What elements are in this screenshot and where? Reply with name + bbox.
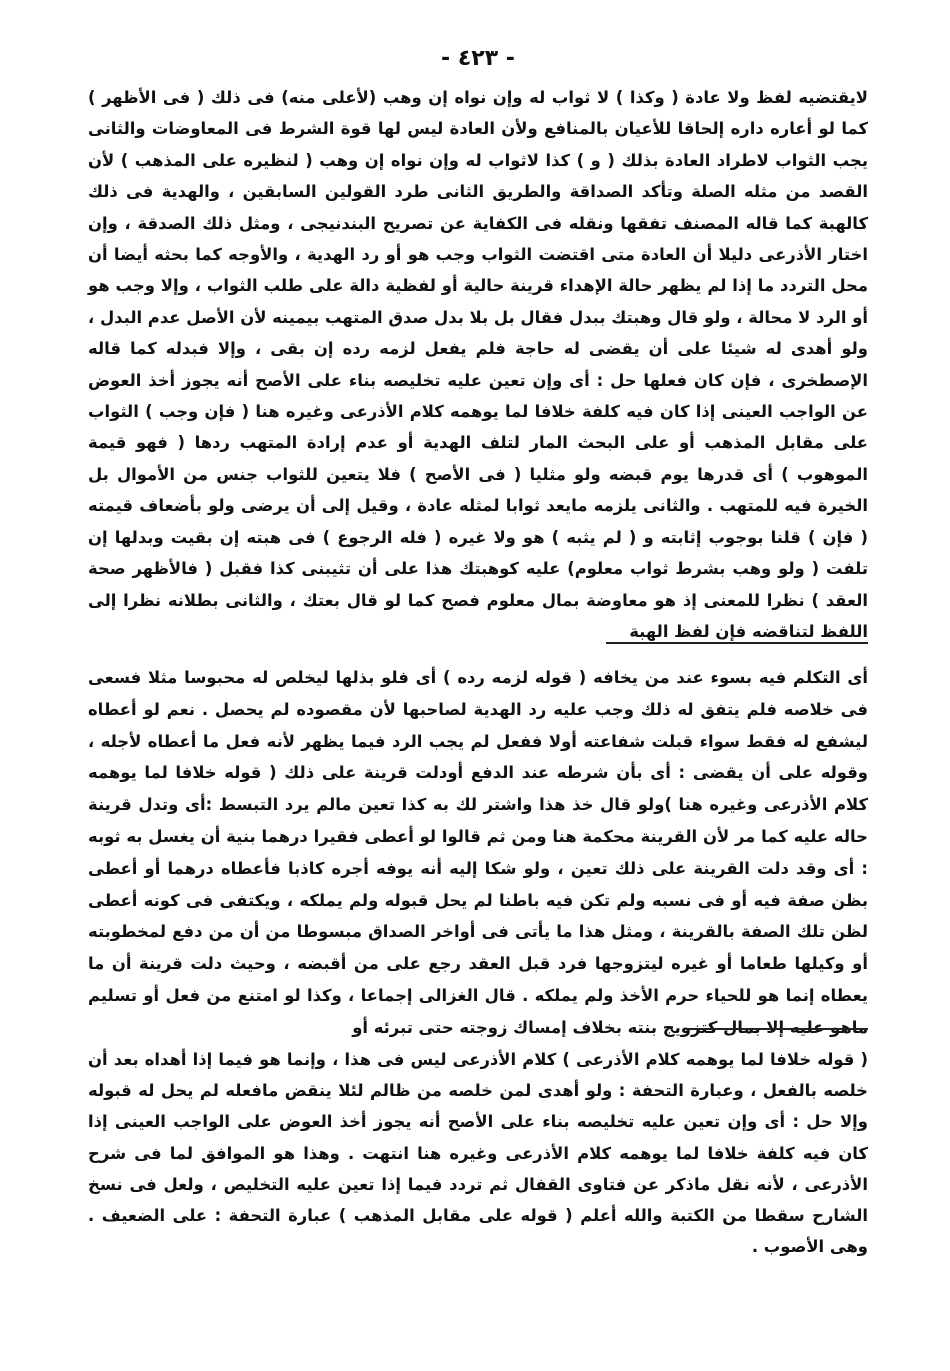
page-number: - ٤٢٣ - xyxy=(441,46,515,71)
divider-line xyxy=(606,642,868,644)
main-text: لايقتضيه لفظ ولا عادة ( وكذا ) لا ثواب له وإن نواه إن وهب (لأعلى منه) فى ذلك ( فى الأظهر ) كما لو أعاره داره إلحاقا للأعيان بالمنافع ولأن العادة ليس لها قوة الشرط فى المعاوضات والثانى يجب الثواب لاطراد العادة بذلك ( و ) كذا لاثواب له وإن نواه إن وهب ( لنظيره على المذهب ) لأن القصد من مثله الصلة وتأكد الصداقة والطريق الثانى طرد القولين السابقين ، والهدية فى ذلك كالهبة كما قاله المصنف تفقها ونقله فى الكفاية عن تصريح البندنيجى ، ومثل ذلك الصدقة ، وإن اختار الأذرعى دليلا أن العادة متى اقتضت الثواب وجب هو أو رد الهدية ، والأوجه كما بحثه أيضا أن محل التردد ما إذا لم يظهر حالة الإهداء قرينة حالية أو لفظية دالة على طلب الثواب ، وإلا وجب هو أو الرد لا محالة ، ولو قال وهبتك ببدل فقال بل بلا بدل صدق المتهب بيمينه لأن الأصل عدم البدل ، ولو أهدى له شيئا على أن يقضى له حاجة فلم يفعل لزمه رده إن بقى ، وإلا فبدله كما قاله الإصطخرى ، فإن كان فعلها حل : أى وإن تعين عليه تخليصه بناء على الأصح أنه يجوز أخذ العوض عن الواجب العينى إذا كان فيه كلفة خلافا لما يوهمه كلام الأذرعى وغيره هنا ( فإن وجب ) الثواب على مقابل المذهب أو على البحث المار لتلف الهدية أو عدم إرادة المتهب ردها ( فهو قيمة الموهوب ) أى قدرها يوم قبضه ولو مثليا ( فى الأصح ) فلا يتعين للثواب جنس من الأموال بل الخيرة فيه للمتهب . والثانى يلزمه مايعد ثوابا لمثله عادة ، وقيل إلى أن يرضى ولو بأضعاف قيمته ( فإن ) قلنا بوجوب إثابته و ( لم يثبه ) هو ولا غيره ( فله الرجوع ) فى هبته إن بقيت وبدلها إن تلفت ( ولو وهب بشرط ثواب معلوم) عليه كوهبتك هذا على أن تثيبنى كذا فقبل ( فالأظهر صحة العقد ) نظرا للمعنى إذ هو معاوضة بمال معلوم فصح كما لو قال بعتك ، والثانى بطلانه نظرا إلى اللفظ لتناقضه فإن لفظ الهبة xyxy=(88,88,868,641)
commentary-text: أى التكلم فيه بسوء عند من يخافه ( قوله لزمه رده ) أى فلو بذلها ليخلص له محبوسا مثلا فسعى فى خلاصه فلم يتفق له ذلك وجب عليه رد الهدية لصاحبها لأن مقصوده لم يحصل . نعم لو أعطاه ليشفع له فقط سواء قبلت شفاعته أولا ففعل لم يجب الرد فيما يظهر لأنه فعل ما أعطاه لأجله ، وقوله على أن يقضى : أى بأن شرطه عند الدفع أودلت قرينة على ذلك ( قوله خلافا لما يوهمه كلام الأذرعى وغيره هنا )ولو قال خذ هذا واشتر لك به كذا تعين مالم يرد التبسط :أى وتدل قرينة حاله عليه كما مر لأن القرينة محكمة هنا ومن ثم قالوا لو أعطى فقيرا درهما بنية أن يغسل به ثوبه : أى وقد دلت القرينة على ذلك تعين ، ولو شكا إليه أنه يوفه أجره كاذبا فأعطاه درهما أو أعطى بظن صفة فيه أو فى نسبه ولم تكن فيه باطنا لم يحل قبوله ولم يملكه ، ويكتفى فى كونه أعطى لظن تلك الصفة بالقرينة ، ومثل هذا ما يأتى فى أواخر الصداق مبسوطا من أن من دفع لمخطوبته أو وكيلها طعاما أو غيره ليتزوجها فرد قبل العقد رجع على من أقبضه ، وحيث دلت قرينة أن ما يعطاه إنما هو للحياء حرم الأخذ ولم يملكه . قال الغزالى إجماعا ، وكذا لو امتنع من فعل أو تسليم ماهو عليه إلا بمال كتزويج بنته بخلاف إمساك زوجته حتى تبرئه أو xyxy=(88,668,868,1037)
divider-line xyxy=(686,1028,868,1030)
footnote-text: ( قوله خلافا لما يوهمه كلام الأذرعى ) كلام الأذرعى ليس فى هذا ، وإنما هو فيما إذا أهداه بعد أن خلصه بالفعل ، وعبارة التحفة : ولو أهدى لمن خلصه من ظالم لئلا ينقض مافعله لم يحل له قبوله وإلا حل : أى وإن تعين عليه تخليصه بناء على الأصح أنه يجوز أخذ العوض على الواجب العينى إذا كان فيه كلفة خلافا لما يوهمه كلام الأذرعى وغيره هنا انتهت . وهذا هو الموافق لما فى شرح الأذرعى ، لأنه نقل ماذكر عن فتاوى القفال ثم تردد فيما إذا تعين عليه التخليص ، ولعل فى نسخ الشارح سقطا من الكتبة والله أعلم ( قوله على مقابل المذهب ) عبارة التحفة : على الضعيف . وهى الأصوب . xyxy=(88,1050,868,1257)
